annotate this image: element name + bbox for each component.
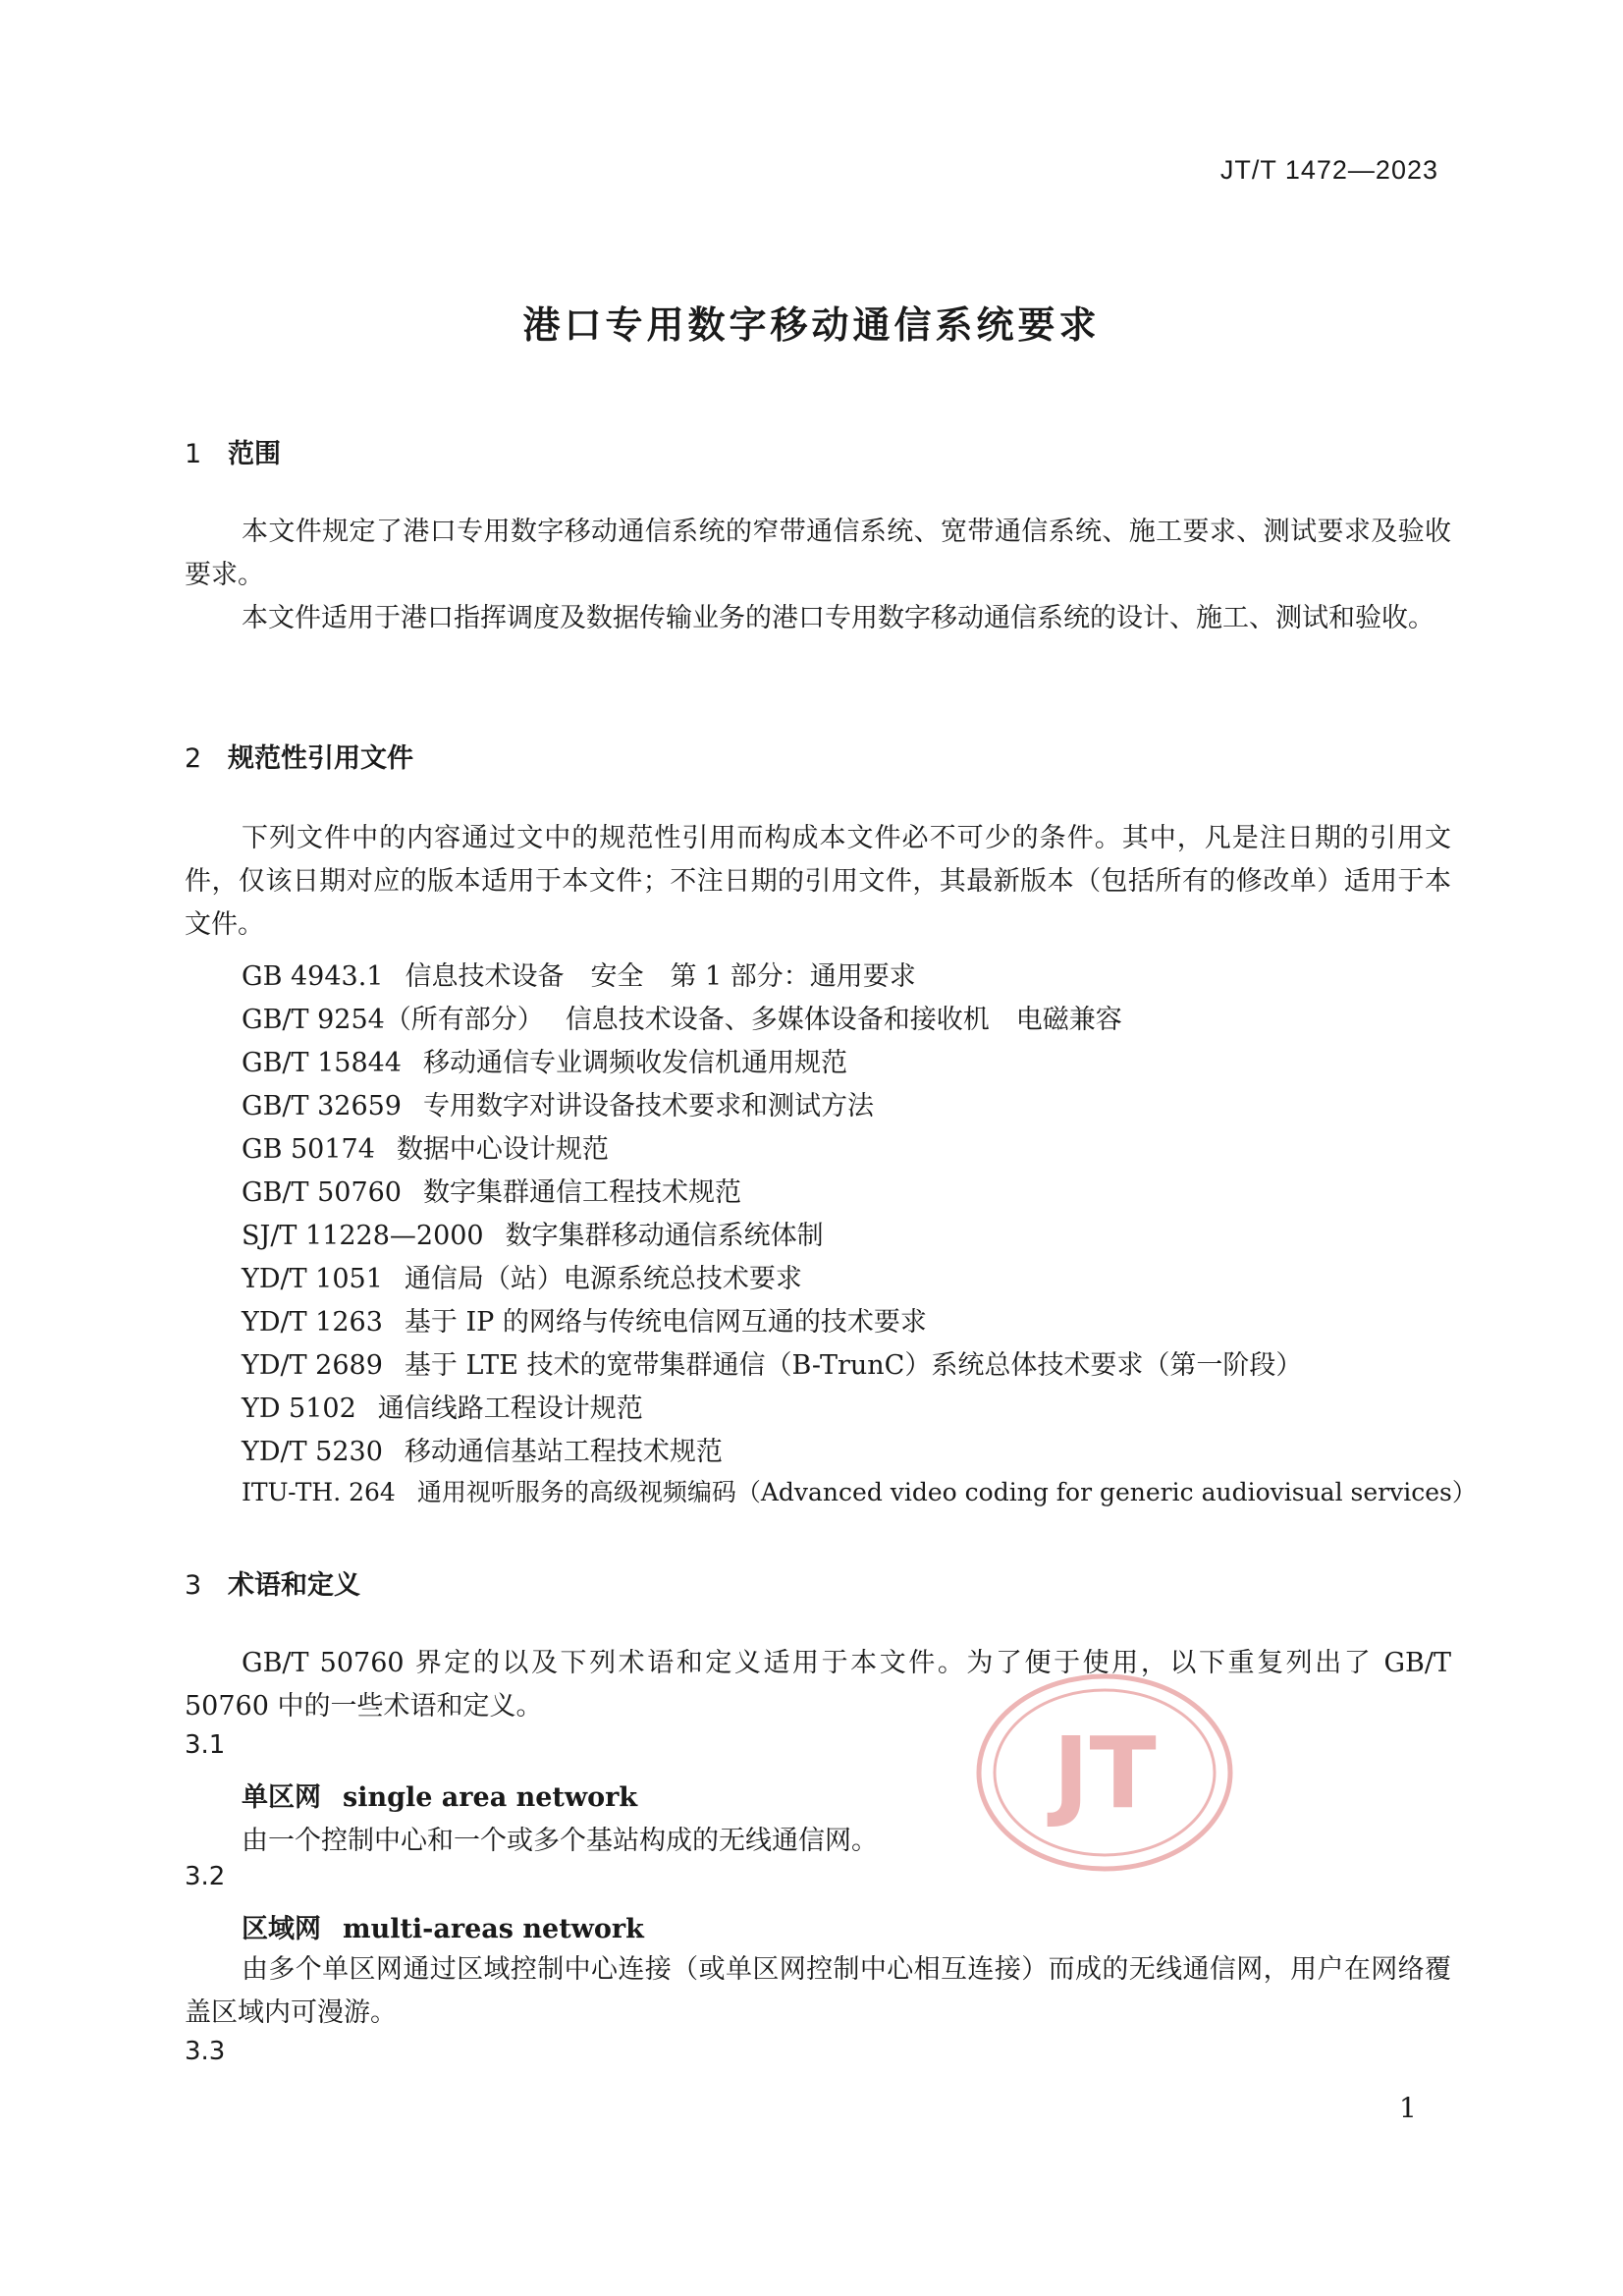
jt-stamp-graphic <box>972 1669 1237 1876</box>
reference-code: ITU-TH. 264 <box>242 1478 396 1506</box>
section-1-heading <box>185 432 281 470</box>
jt-stamp-logo <box>972 1669 1237 1880</box>
section-title: 规范性引用文件 <box>228 743 413 774</box>
term-en: multi-areas network <box>343 1914 644 1944</box>
term-zh: 单区网 <box>242 1782 321 1813</box>
terms-intro: GB/T 50760 界定的以及下列术语和定义适用于本文件。为了便于使用，以下重复列出了 GB/T 50760 中的一些术语和定义。 <box>185 1648 1451 1722</box>
term-number: 3.1 <box>185 1730 226 1760</box>
document-code: JT/T 1472—2023 <box>1219 155 1438 185</box>
reference-name: 移动通信专业调频收发信机通用规范 <box>423 1048 847 1078</box>
section-2-heading <box>185 737 413 775</box>
term-en: single area network <box>343 1782 638 1813</box>
reference-code: YD 5102 <box>242 1394 356 1424</box>
reference-name: 基于 LTE 技术的宽带集群通信（B-TrunC）系统总体技术要求（第一阶段） <box>404 1350 1303 1381</box>
reference-code: SJ/T 11228—2000 <box>242 1221 484 1251</box>
reference-item <box>242 1171 741 1209</box>
reference-code: GB/T 32659 <box>242 1091 402 1121</box>
reference-item <box>242 1214 824 1252</box>
reference-code: YD/T 2689 <box>242 1350 383 1381</box>
section-title: 范围 <box>228 439 281 469</box>
term-definition: 由一个控制中心和一个或多个基站构成的无线通信网。 <box>242 1826 878 1856</box>
reference-name: 数据中心设计规范 <box>396 1134 609 1165</box>
reference-name: 通信局（站）电源系统总技术要求 <box>404 1264 802 1294</box>
reference-name: 基于 IP 的网络与传统电信网互通的技术要求 <box>404 1307 927 1338</box>
reference-name: 通用视听服务的高级视频编码（Advanced video coding for generic audiovisual services） <box>416 1478 1477 1506</box>
reference-code: YD/T 1051 <box>242 1264 383 1294</box>
reference-code: GB/T 9254（所有部分） <box>242 1005 544 1035</box>
references-intro: 下列文件中的内容通过文中的规范性引用而构成本文件必不可少的条件。其中，凡是注日期的引用文件，仅该日期对应的版本适用于本文件；不注日期的引用文件，其最新版本（包括所有的修改单）适用于本文件。 <box>185 823 1451 940</box>
reference-item <box>242 1041 847 1079</box>
reference-name: 信息技术设备、多媒体设备和接收机 电磁兼容 <box>565 1005 1122 1035</box>
term-zh: 区域网 <box>242 1914 321 1944</box>
reference-item <box>242 1127 609 1166</box>
term-number: 3.2 <box>185 1862 226 1891</box>
scope-paragraph-2: 本文件适用于港口指挥调度及数据传输业务的港口专用数字移动通信系统的设计、施工、测试和验收。 <box>242 603 1434 633</box>
page-number: 1 <box>1399 2092 1417 2124</box>
term-title <box>242 1907 644 1945</box>
section-number: 1 <box>185 439 202 469</box>
reference-code: GB/T 15844 <box>242 1048 402 1078</box>
reference-item <box>242 1300 927 1339</box>
reference-item <box>242 955 916 993</box>
reference-code: GB 50174 <box>242 1134 375 1165</box>
reference-item <box>242 1430 723 1468</box>
reference-code: YD/T 5230 <box>242 1437 383 1467</box>
scope-paragraph-1: 本文件规定了港口专用数字移动通信系统的窄带通信系统、宽带通信系统、施工要求、测试要求及验收要求。 <box>185 517 1451 590</box>
reference-code: GB/T 50760 <box>242 1177 402 1208</box>
reference-item <box>242 1257 802 1295</box>
reference-item <box>242 1387 643 1425</box>
section-number: 2 <box>185 743 202 774</box>
reference-item <box>242 1343 1302 1382</box>
section-3-heading <box>185 1563 360 1602</box>
reference-name: 数字集群通信工程技术规范 <box>423 1177 741 1208</box>
reference-name: 移动通信基站工程技术规范 <box>404 1437 723 1467</box>
reference-code: YD/T 1263 <box>242 1307 383 1338</box>
stamp-text: JT <box>1053 1716 1157 1831</box>
reference-item <box>242 1473 1477 1508</box>
term-definition: 由多个单区网通过区域控制中心连接（或单区网控制中心相互连接）而成的无线通信网，用户在网络覆盖区域内可漫游。 <box>185 1954 1451 2028</box>
term-number: 3.3 <box>185 2037 226 2066</box>
reference-name: 信息技术设备 安全 第 1 部分：通用要求 <box>405 961 916 992</box>
document-title: 港口专用数字移动通信系统要求 <box>522 303 1101 347</box>
reference-name: 数字集群移动通信系统体制 <box>505 1221 824 1251</box>
term-title <box>242 1776 637 1814</box>
reference-item <box>242 998 1122 1036</box>
reference-item <box>242 1084 874 1122</box>
reference-name: 专用数字对讲设备技术要求和测试方法 <box>423 1091 874 1121</box>
reference-code: GB 4943.1 <box>242 961 384 992</box>
section-number: 3 <box>185 1570 202 1601</box>
section-title: 术语和定义 <box>228 1570 360 1601</box>
reference-name: 通信线路工程设计规范 <box>377 1394 643 1424</box>
